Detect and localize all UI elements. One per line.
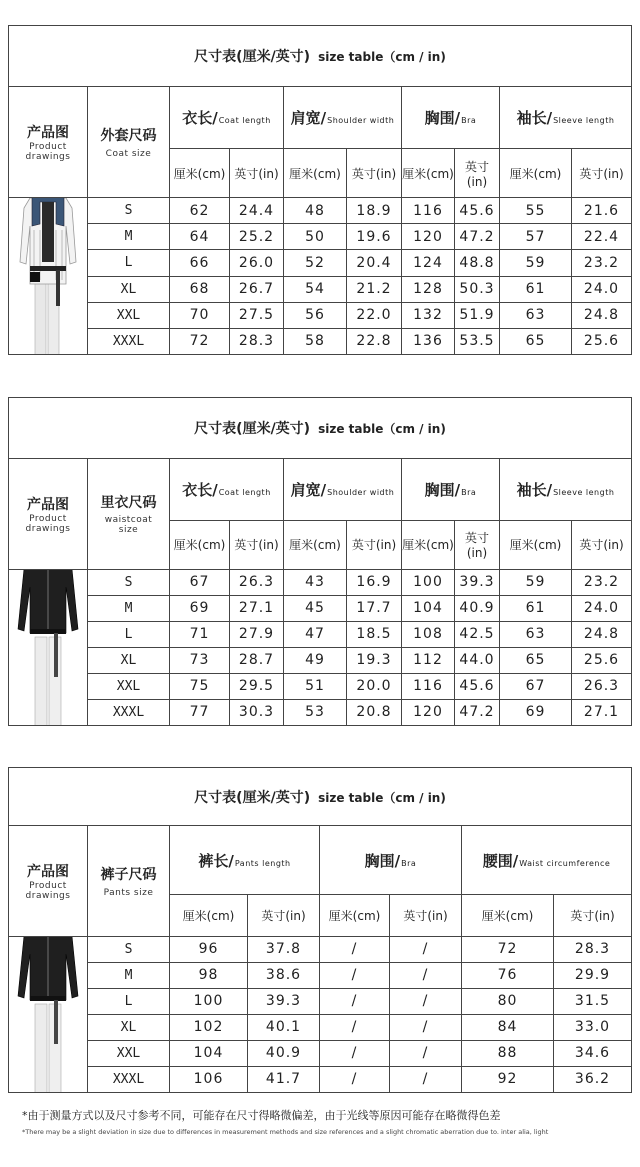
value-cm: 64 — [170, 224, 230, 250]
header-cn: 裤长/ — [198, 851, 234, 870]
unit-cm-header: 厘米(cm) — [402, 148, 455, 197]
pants-size-header — [88, 826, 170, 936]
title-cn: 尺寸表(厘米/英寸) — [194, 49, 311, 66]
value-cm: / — [320, 1014, 390, 1040]
table-row — [9, 328, 632, 354]
size-label: S — [88, 198, 170, 224]
value-in: 44.0 — [455, 647, 500, 673]
value-cm: 104 — [170, 1040, 248, 1066]
value-in: 17.7 — [347, 595, 402, 621]
table-row — [9, 936, 632, 962]
header-en: Shoulder width — [327, 116, 395, 126]
value-in: 21.6 — [572, 198, 632, 224]
value-cm: 56 — [284, 302, 347, 328]
value-in: / — [390, 962, 462, 988]
value-in: 29.9 — [554, 962, 632, 988]
value-cm: 128 — [402, 276, 455, 302]
value-cm: 77 — [170, 699, 230, 725]
value-cm: 116 — [402, 673, 455, 699]
title-en: size table（cm / in) — [318, 50, 446, 65]
value-cm: 98 — [170, 962, 248, 988]
value-in: 28.3 — [230, 328, 284, 354]
value-in: 23.2 — [572, 250, 632, 276]
value-in: 39.3 — [248, 988, 320, 1014]
product-image — [9, 569, 88, 725]
value-in: 22.8 — [347, 328, 402, 354]
unit-cm-header: 厘米(cm) — [500, 148, 572, 197]
value-cm: 65 — [500, 647, 572, 673]
header-cn: 胸围/ — [424, 109, 461, 128]
table-row — [9, 595, 632, 621]
value-cm: 48 — [284, 198, 347, 224]
value-cm: 72 — [462, 936, 554, 962]
header-en: Shoulder width — [327, 487, 395, 497]
value-in: 27.9 — [230, 621, 284, 647]
table-row — [9, 1040, 632, 1066]
header-en: Sleeve length — [553, 487, 615, 497]
size-label: M — [88, 224, 170, 250]
value-cm: 47 — [284, 621, 347, 647]
table-row — [9, 250, 632, 276]
value-cm: 67 — [170, 569, 230, 595]
unit-in-header: 英寸(in) — [455, 148, 500, 197]
table-row — [9, 962, 632, 988]
value-cm: 63 — [500, 302, 572, 328]
unit-in-header: 英寸(in) — [572, 520, 632, 569]
value-cm: 68 — [170, 276, 230, 302]
product-header-en: Product drawings — [25, 513, 71, 534]
value-cm: 49 — [284, 647, 347, 673]
value-cm: 108 — [402, 621, 455, 647]
value-cm: 54 — [284, 276, 347, 302]
pants-outfit-image — [16, 936, 80, 1092]
value-cm: 45 — [284, 595, 347, 621]
value-in: 30.3 — [230, 699, 284, 725]
value-cm: 51 — [284, 673, 347, 699]
unit-cm-header: 厘米(cm) — [320, 895, 390, 936]
value-in: 25.6 — [572, 328, 632, 354]
value-in: 19.3 — [347, 647, 402, 673]
value-cm: 120 — [402, 699, 455, 725]
product-drawings-header — [9, 87, 88, 198]
value-cm: 55 — [500, 198, 572, 224]
table-row — [9, 673, 632, 699]
value-in: 45.6 — [455, 673, 500, 699]
value-cm: 52 — [284, 250, 347, 276]
value-cm: 120 — [402, 224, 455, 250]
bust-header — [402, 459, 500, 520]
product-header-cn: 产品图 — [27, 125, 69, 142]
value-in: 29.5 — [230, 673, 284, 699]
header-en: Pants length — [234, 858, 291, 868]
unit-cm-header: 厘米(cm) — [170, 520, 230, 569]
value-in: 24.0 — [572, 595, 632, 621]
coat-outfit-image — [16, 198, 80, 355]
value-cm: 65 — [500, 328, 572, 354]
product-drawings-header — [9, 826, 88, 936]
unit-cm-header: 厘米(cm) — [462, 895, 554, 936]
value-in: 39.3 — [455, 569, 500, 595]
product-drawings-header — [9, 459, 88, 569]
header-cn: 袖长/ — [516, 480, 553, 499]
measurement-note-en: *There may be a slight deviation in size due to differences in measurement methods and size references and a slight chromatic aberration due to. inter alia, light — [22, 1128, 549, 1136]
shoulder-width-header — [284, 87, 402, 148]
value-cm: 75 — [170, 673, 230, 699]
value-in: 36.2 — [554, 1066, 632, 1092]
value-cm: 61 — [500, 595, 572, 621]
value-in: / — [390, 988, 462, 1014]
value-cm: 66 — [170, 250, 230, 276]
value-cm: 62 — [170, 198, 230, 224]
unit-in-header: 英寸(in) — [554, 895, 632, 936]
value-cm: 112 — [402, 647, 455, 673]
value-cm: 104 — [402, 595, 455, 621]
unit-in-header: 英寸(in) — [248, 895, 320, 936]
header-en: Waist circumference — [519, 858, 611, 868]
value-in: 27.1 — [572, 699, 632, 725]
table-title — [9, 398, 632, 459]
value-in: / — [390, 1014, 462, 1040]
unit-in-header: 英寸(in) — [572, 148, 632, 197]
value-cm: 102 — [170, 1014, 248, 1040]
unit-cm-header: 厘米(cm) — [284, 520, 347, 569]
coat-size-table — [8, 25, 632, 355]
value-cm: / — [320, 1040, 390, 1066]
value-in: 41.7 — [248, 1066, 320, 1092]
unit-in-header: 英寸(in) — [347, 520, 402, 569]
product-header-cn: 产品图 — [27, 496, 69, 513]
value-cm: 72 — [170, 328, 230, 354]
unit-cm-header: 厘米(cm) — [284, 148, 347, 197]
value-in: 24.8 — [572, 621, 632, 647]
header-cn: 袖长/ — [516, 109, 553, 128]
value-cm: / — [320, 936, 390, 962]
value-cm: 124 — [402, 250, 455, 276]
table-row — [9, 621, 632, 647]
table-row — [9, 224, 632, 250]
product-header-en: Product drawings — [25, 142, 71, 163]
value-in: 20.0 — [347, 673, 402, 699]
table-row — [9, 198, 632, 224]
pants-length-header — [170, 826, 320, 895]
value-in: 24.4 — [230, 198, 284, 224]
value-in: 40.9 — [455, 595, 500, 621]
value-cm: 43 — [284, 569, 347, 595]
header-en: Bra — [461, 116, 477, 126]
header-cn: 腰围/ — [482, 851, 519, 870]
value-in: 22.4 — [572, 224, 632, 250]
table-row — [9, 569, 632, 595]
waistcoat-outfit-image — [16, 569, 80, 725]
value-in: 34.6 — [554, 1040, 632, 1066]
pants-size-table — [8, 767, 632, 1093]
value-in: 25.6 — [572, 647, 632, 673]
size-label: S — [88, 569, 170, 595]
coat-size-header — [88, 87, 170, 198]
value-in: 26.0 — [230, 250, 284, 276]
value-in: 28.7 — [230, 647, 284, 673]
title-cn: 尺寸表(厘米/英寸) — [194, 421, 311, 438]
header-cn: 胸围/ — [424, 480, 461, 499]
product-image — [9, 198, 88, 355]
size-label: XL — [88, 276, 170, 302]
value-cm: 92 — [462, 1066, 554, 1092]
value-cm: 76 — [462, 962, 554, 988]
value-in: 27.1 — [230, 595, 284, 621]
value-cm: 59 — [500, 569, 572, 595]
size-label: XXXL — [88, 328, 170, 354]
size-header-en: Pants size — [103, 887, 154, 898]
size-header-cn: 里衣尺码 — [100, 495, 157, 512]
header-en: Sleeve length — [553, 116, 615, 126]
value-cm: 100 — [170, 988, 248, 1014]
title-en: size table（cm / in) — [318, 422, 446, 437]
unit-cm-header: 厘米(cm) — [170, 895, 248, 936]
value-cm: 69 — [170, 595, 230, 621]
bust-header — [402, 87, 500, 148]
waist-header — [462, 826, 632, 895]
header-cn: 胸围/ — [364, 851, 401, 870]
table-title — [9, 26, 632, 87]
value-cm: / — [320, 988, 390, 1014]
value-cm: / — [320, 962, 390, 988]
value-in: / — [390, 1040, 462, 1066]
value-in: 21.2 — [347, 276, 402, 302]
sleeve-length-header — [500, 459, 632, 520]
product-image — [9, 936, 88, 1092]
value-cm: 80 — [462, 988, 554, 1014]
value-in: 37.8 — [248, 936, 320, 962]
value-in: 40.1 — [248, 1014, 320, 1040]
unit-cm-header: 厘米(cm) — [402, 520, 455, 569]
value-in: 47.2 — [455, 224, 500, 250]
value-in: 33.0 — [554, 1014, 632, 1040]
table-row — [9, 1066, 632, 1092]
bust-header — [320, 826, 462, 895]
value-in: 50.3 — [455, 276, 500, 302]
size-label: L — [88, 621, 170, 647]
value-cm: 59 — [500, 250, 572, 276]
value-cm: 50 — [284, 224, 347, 250]
size-header-en: waistcoat size — [104, 515, 153, 536]
value-in: 18.9 — [347, 198, 402, 224]
value-cm: 70 — [170, 302, 230, 328]
unit-in-header: 英寸(in) — [347, 148, 402, 197]
value-in: / — [390, 1066, 462, 1092]
value-cm: 132 — [402, 302, 455, 328]
header-cn: 衣长/ — [182, 480, 218, 499]
header-cn: 肩宽/ — [290, 480, 327, 499]
value-in: 53.5 — [455, 328, 500, 354]
size-label: S — [88, 936, 170, 962]
header-en: Bra — [461, 487, 477, 497]
value-in: 45.6 — [455, 198, 500, 224]
header-en: Coat length — [218, 116, 271, 126]
value-in: 48.8 — [455, 250, 500, 276]
unit-in-header: 英寸(in) — [230, 148, 284, 197]
unit-in-header: 英寸(in) — [230, 520, 284, 569]
product-header-en: Product drawings — [25, 880, 71, 901]
value-in: 51.9 — [455, 302, 500, 328]
size-label: L — [88, 988, 170, 1014]
value-cm: 63 — [500, 621, 572, 647]
table-row — [9, 302, 632, 328]
table-row — [9, 1014, 632, 1040]
value-in: 26.3 — [230, 569, 284, 595]
value-in: 27.5 — [230, 302, 284, 328]
size-label: L — [88, 250, 170, 276]
value-cm: 73 — [170, 647, 230, 673]
value-in: 47.2 — [455, 699, 500, 725]
title-cn: 尺寸表(厘米/英寸) — [194, 789, 311, 806]
value-cm: 136 — [402, 328, 455, 354]
value-in: 23.2 — [572, 569, 632, 595]
value-in: 31.5 — [554, 988, 632, 1014]
value-cm: 57 — [500, 224, 572, 250]
header-en: Bra — [401, 858, 417, 868]
table-row — [9, 647, 632, 673]
value-cm: 100 — [402, 569, 455, 595]
title-en: size table（cm / in) — [318, 790, 446, 805]
value-in: 20.8 — [347, 699, 402, 725]
table-row — [9, 988, 632, 1014]
value-in: 20.4 — [347, 250, 402, 276]
unit-cm-header: 厘米(cm) — [500, 520, 572, 569]
value-in: 24.0 — [572, 276, 632, 302]
size-label: XXXL — [88, 699, 170, 725]
header-en: Coat length — [218, 487, 271, 497]
size-label: XL — [88, 647, 170, 673]
unit-in-header: 英寸(in) — [455, 520, 500, 569]
size-label: XXL — [88, 1040, 170, 1066]
measurement-note-cn: *由于测量方式以及尺寸参考不同，可能存在尺寸得略微偏差，由于光线等原因可能存在略微得色差 — [22, 1109, 501, 1122]
value-cm: 71 — [170, 621, 230, 647]
value-in: 25.2 — [230, 224, 284, 250]
value-cm: 53 — [284, 699, 347, 725]
size-label: M — [88, 962, 170, 988]
size-label: XXL — [88, 673, 170, 699]
value-in: 40.9 — [248, 1040, 320, 1066]
value-in: 26.7 — [230, 276, 284, 302]
value-in: 42.5 — [455, 621, 500, 647]
table-row — [9, 276, 632, 302]
value-cm: 96 — [170, 936, 248, 962]
shoulder-width-header — [284, 459, 402, 520]
product-header-cn: 产品图 — [27, 863, 69, 880]
unit-cm-header: 厘米(cm) — [170, 148, 230, 197]
header-cn: 衣长/ — [182, 109, 218, 128]
value-cm: 106 — [170, 1066, 248, 1092]
value-in: 16.9 — [347, 569, 402, 595]
value-cm: 84 — [462, 1014, 554, 1040]
value-in: 22.0 — [347, 302, 402, 328]
value-in: 26.3 — [572, 673, 632, 699]
value-in: / — [390, 936, 462, 962]
coat-length-header — [170, 87, 284, 148]
size-header-en: Coat size — [105, 149, 152, 160]
size-header-cn: 裤子尺码 — [100, 866, 157, 883]
size-label: XL — [88, 1014, 170, 1040]
waistcoat-size-header — [88, 459, 170, 569]
value-cm: 88 — [462, 1040, 554, 1066]
value-cm: / — [320, 1066, 390, 1092]
size-header-cn: 外套尺码 — [100, 128, 157, 145]
size-label: M — [88, 595, 170, 621]
size-label: XXXL — [88, 1066, 170, 1092]
value-in: 28.3 — [554, 936, 632, 962]
value-cm: 58 — [284, 328, 347, 354]
value-in: 19.6 — [347, 224, 402, 250]
value-in: 24.8 — [572, 302, 632, 328]
waistcoat-size-table — [8, 397, 632, 726]
table-title — [9, 768, 632, 826]
value-in: 18.5 — [347, 621, 402, 647]
sleeve-length-header — [500, 87, 632, 148]
header-cn: 肩宽/ — [290, 109, 327, 128]
value-in: 38.6 — [248, 962, 320, 988]
unit-in-header: 英寸(in) — [390, 895, 462, 936]
table-row — [9, 699, 632, 725]
size-label: XXL — [88, 302, 170, 328]
coat-length-header — [170, 459, 284, 520]
value-cm: 67 — [500, 673, 572, 699]
value-cm: 116 — [402, 198, 455, 224]
value-cm: 61 — [500, 276, 572, 302]
value-cm: 69 — [500, 699, 572, 725]
